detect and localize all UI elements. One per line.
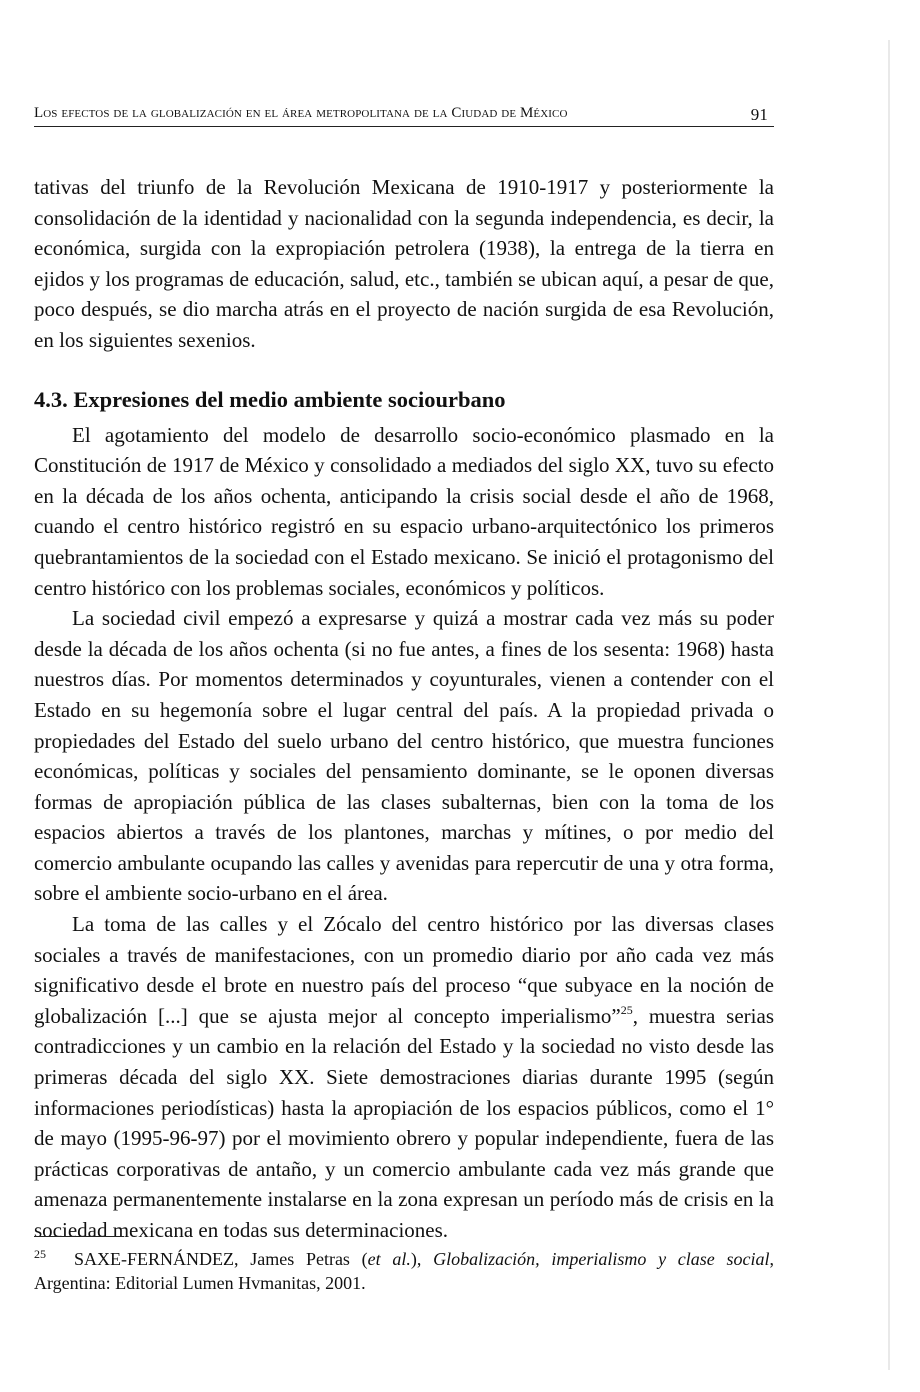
body-text <box>34 172 774 1246</box>
footnote-book-title: Globalización, imperialismo y clase social <box>433 1249 770 1269</box>
footnote-separator <box>34 1236 124 1237</box>
paragraph: La sociedad civil empezó a expresarse y quizá a mostrar cada vez más su poder desde la década de los años ochenta (si no fue antes, a fines de los sesenta: 1968) hasta nuestros días. Por momentos determinados y coyunturales, vienen a contender con el Estado en su hegemonía sobre el lugar central del país. A la propiedad privada o propiedades del Estado del suelo urbano del centro histórico, que muestra funciones económicas, políticas y sociales del pensamiento dominante, se le oponen diversas formas de apropiación pública de las clases subalternas, bien con la toma de los espacios abiertos a través de los plantones, marchas y mítines, o por medio del comercio ambulante ocupando las calles y avenidas para repercutir de una y otra forma, sobre el ambiente socio-urbano en el área. <box>34 606 774 906</box>
footnote-text: SAXE-FERNÁNDEZ, James Petras ( <box>74 1249 368 1269</box>
footnote-number: 25 <box>34 1247 46 1261</box>
paragraph <box>34 909 774 1246</box>
footnote-text: ), <box>410 1249 434 1269</box>
section-heading: 4.3. Expresiones del medio ambiente sociourbano <box>34 386 506 412</box>
footnote <box>34 1242 774 1295</box>
paragraph-text: , muestra serias contradicciones y un cambio en la relación del Estado y la sociedad no visto desde las primeras década del siglo XX. Siete demostraciones diarias durante 1995 (según informaciones periodísticas) hasta la apropiación de los espacios públicos, como el 1° de mayo (1995-96-97) por el movimiento obrero y popular independiente, fuera de las prácticas corporativas de antaño, y un comercio ambulante cada vez más grande que amenaza permanentemente instalarse en la zona expresan un período más de crisis en la sociedad mexicana en todas sus determinaciones. <box>34 1003 774 1242</box>
page-edge-shadow <box>888 40 890 1370</box>
page-number: 91 <box>750 105 768 124</box>
paragraph-text: La toma de las calles y el Zócalo del centro histórico por las diversas clases sociales a través de manifestaciones, con un promedio diario por año cada vez más significativo desde el brote en nuestro país del proceso “que subyace en la noción de globalización [...] que se ajusta mejor al concepto imperialismo” <box>34 912 774 1028</box>
footnote-text: , Argentina: Editorial Lumen Hvmanitas, 2001. <box>34 1249 775 1293</box>
paragraph-continuation: tativas del triunfo de la Revolución Mexicana de 1910-1917 y posteriormente la consolidación de la identidad y nacionalidad con la segunda independencia, es decir, la económica, surgida con la expropiación petrolera (1938), la entrega de la tierra en ejidos y los programas de educación, salud, etc., también se ubican aquí, a pesar de que, poco después, se dio marcha atrás en el proyecto de nación surgida de esa Revolución, en los siguientes sexenios. <box>34 175 774 352</box>
footnote-reference: 25 <box>620 1002 633 1017</box>
running-title: Los efectos de la globalización en el área metropolitana de la Ciudad de México <box>34 105 568 121</box>
paragraph: El agotamiento del modelo de desarrollo socio-económico plasmado en la Constitución de 1917 de México y consolidado a mediados del siglo XX, tuvo su efecto en la década de los años ochenta, anticipando la crisis social desde el año de 1968, cuando el centro histórico registró en su espacio urbano-arquitectónico los primeros quebrantamientos de la sociedad con el Estado mexicano. Se inició el protagonismo del centro histórico con los problemas sociales, económicos y políticos. <box>34 422 774 600</box>
footnote-et-al: et al. <box>367 1249 411 1269</box>
running-header <box>34 105 774 127</box>
